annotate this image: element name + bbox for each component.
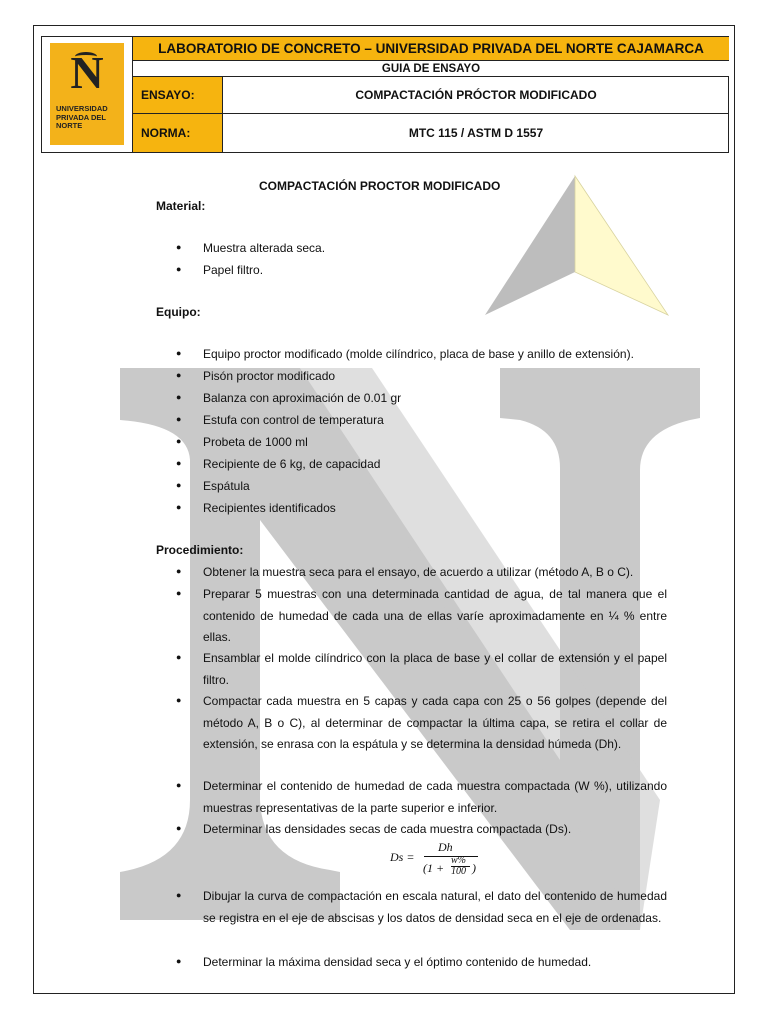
bullet-icon: ● (176, 566, 182, 576)
formula-numerator: Dh (438, 840, 453, 854)
bullet-icon: ● (176, 502, 182, 512)
list-item: Pisón proctor modificado (203, 369, 336, 383)
list-item: Preparar 5 muestras con una determinada cantidad de agua, de tal manera que el contenido de humedad de cada una de ellas varíe aproximadamente en ¼ % entre ellas. (203, 587, 667, 644)
bullet-icon: ● (176, 823, 182, 833)
bullet-icon: ● (176, 264, 182, 274)
formula-denominator-open: (1 + (423, 861, 445, 875)
lab-title: LABORATORIO DE CONCRETO – UNIVERSIDAD PRIVADA DEL NORTE CAJAMARCA (133, 37, 729, 61)
list-item: Recipiente de 6 kg, de capacidad (203, 457, 381, 471)
list-item: Recipientes identificados (203, 501, 336, 515)
list-item: Probeta de 1000 ml (203, 435, 308, 449)
formula-inner-denominator: 100 (451, 866, 466, 877)
list-item: Determinar las densidades secas de cada muestra compactada (Ds). (203, 822, 572, 836)
list-item: Compactar cada muestra en 5 capas y cada capa con 25 o 56 golpes (depende del método A, B o C), al determinar de compactar la última capa, se retira el collar de extensión, se enrasa con la espátula y se determina la densidad húmeda (Dh). (203, 694, 667, 751)
procedimiento-heading: Procedimiento: (156, 543, 244, 557)
bullet-icon: ● (176, 414, 182, 424)
document-title: COMPACTACIÓN PROCTOR MODIFICADO (259, 179, 501, 193)
list-item: Papel filtro. (203, 263, 264, 277)
list-item: Estufa con control de temperatura (203, 413, 384, 427)
formula-inner-numerator: w% (451, 855, 466, 866)
bullet-icon: ● (176, 890, 182, 900)
norma-value: MTC 115 / ASTM D 1557 (408, 126, 544, 140)
logo-text: UNIVERSIDAD PRIVADA DEL NORTE (56, 104, 108, 130)
list-item: Equipo proctor modificado (molde cilíndrico, placa de base y anillo de extensión). (203, 347, 634, 361)
norma-label: NORMA: (133, 114, 223, 152)
bullet-icon: ● (176, 370, 182, 380)
bullet-icon: ● (176, 436, 182, 446)
list-item: Dibujar la curva de compactación en escala natural, el dato del contenido de humedad se registra en el eje de abscisas y los datos de densidad seca en el eje de ordenadas. (203, 889, 667, 925)
bullet-icon: ● (176, 348, 182, 358)
bullet-icon: ● (176, 652, 182, 662)
ensayo-value: COMPACTACIÓN PRÓCTOR MODIFICADO (223, 77, 729, 114)
bullet-icon: ● (176, 458, 182, 468)
list-item: Ensamblar el molde cilíndrico con la placa de base y el collar de extensión y el papel filtro. (203, 651, 667, 687)
list-item: Obtener la muestra seca para el ensayo, de acuerdo a utilizar (método A, B o C). (203, 565, 634, 579)
material-heading: Material: (156, 199, 206, 213)
bullet-icon: ● (176, 588, 182, 598)
formula-lhs: Ds = (390, 850, 415, 864)
list-item: Determinar la máxima densidad seca y el óptimo contenido de humedad. (203, 955, 592, 969)
logo-letter: N (70, 47, 104, 98)
formula-denominator-close: ) (472, 861, 476, 875)
bullet-icon: ● (176, 242, 182, 252)
equipo-heading: Equipo: (156, 305, 201, 319)
bullet-icon: ● (176, 956, 182, 966)
bullet-icon: ● (176, 392, 182, 402)
bullet-icon: ● (176, 695, 182, 705)
bullet-icon: ● (176, 780, 182, 790)
list-item: Determinar el contenido de humedad de cada muestra compactada (W %), utilizando muestras representativas de la parte superior e inferior. (203, 779, 667, 815)
ensayo-label: ENSAYO: (133, 77, 223, 114)
bullet-icon: ● (176, 480, 182, 490)
list-item: Muestra alterada seca. (203, 241, 326, 255)
list-item: Espátula (203, 479, 250, 493)
guide-label: GUIA DE ENSAYO (133, 61, 729, 77)
list-item: Balanza con aproximación de 0.01 gr (203, 391, 402, 405)
